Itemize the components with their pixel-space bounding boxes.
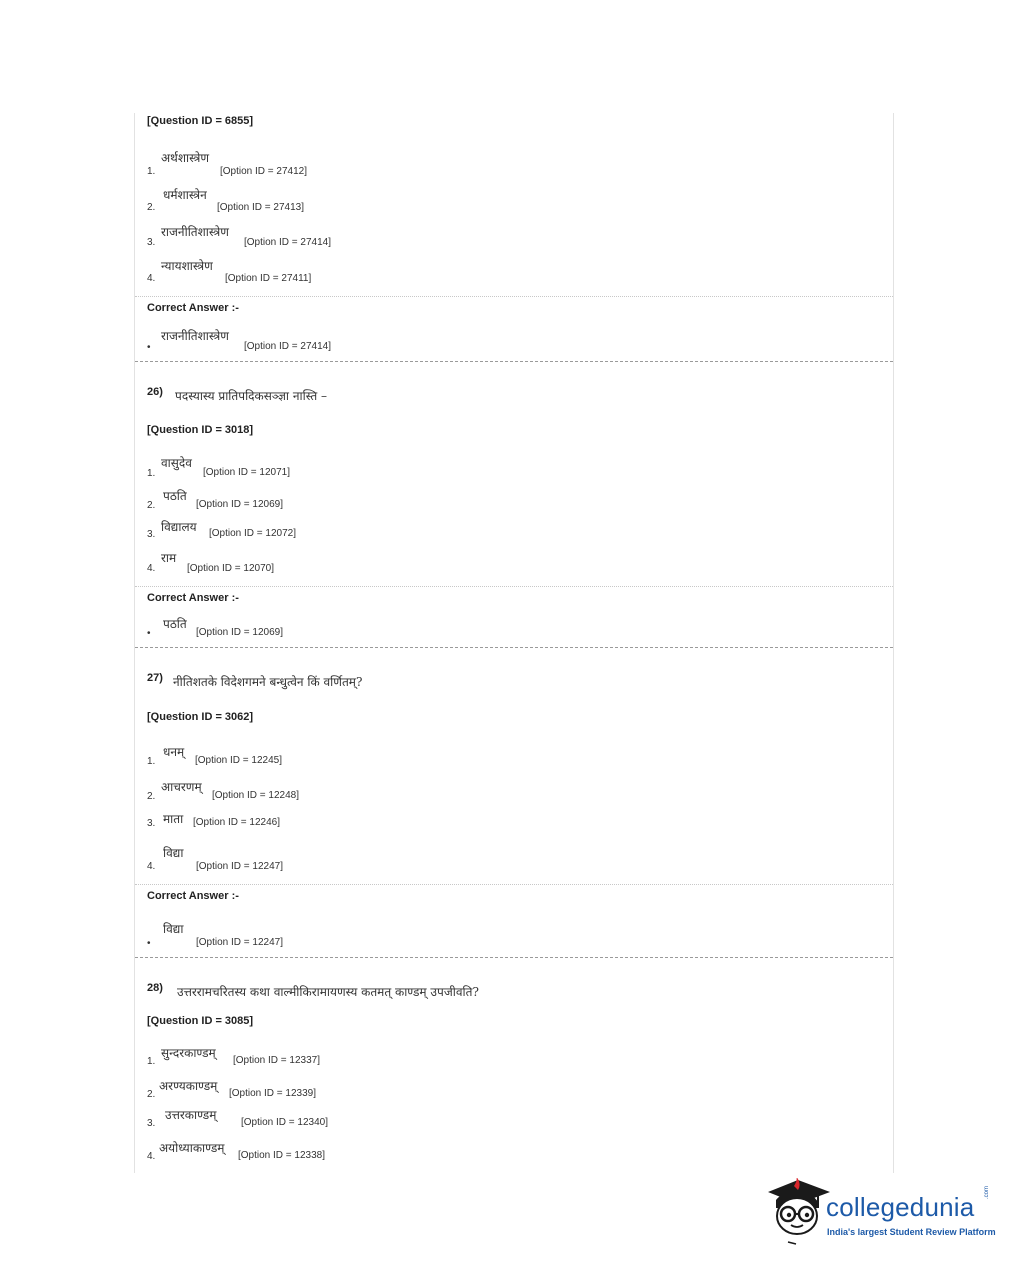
option-id: [Option ID = 12245] bbox=[195, 755, 283, 766]
option-number: 4. bbox=[147, 861, 156, 872]
question-text: नीतिशतके विदेशगमने बन्धुत्वेन किं वर्णितम्? bbox=[173, 675, 363, 689]
option-text: राजनीतिशास्त्रेण bbox=[161, 225, 229, 239]
option-id: [Option ID = 27411] bbox=[225, 273, 312, 284]
question-id: [Question ID = 3018] bbox=[147, 424, 254, 436]
option-id: [Option ID = 27414] bbox=[244, 237, 332, 248]
option-number: 4. bbox=[147, 273, 156, 284]
option-number: 2. bbox=[147, 791, 156, 802]
option-number: 4. bbox=[147, 563, 156, 574]
correct-answer-bullet: • bbox=[147, 628, 151, 639]
brand-name: collegedunia bbox=[826, 1192, 975, 1222]
option-number: 3. bbox=[147, 237, 156, 248]
option-id: [Option ID = 27412] bbox=[220, 166, 308, 177]
option-id: [Option ID = 12340] bbox=[241, 1117, 329, 1128]
correct-answer-text: राजनीतिशास्त्रेण bbox=[161, 329, 229, 343]
option-number: 3. bbox=[147, 1118, 156, 1129]
correct-answer-text: विद्या bbox=[163, 922, 184, 936]
question-id: [Question ID = 3062] bbox=[147, 711, 254, 723]
option-text: उत्तरकाण्डम् bbox=[165, 1108, 217, 1122]
correct-answer-bullet: • bbox=[147, 342, 151, 353]
question-id: [Question ID = 6855] bbox=[147, 115, 254, 127]
option-id: [Option ID = 12337] bbox=[233, 1055, 321, 1066]
option-text: पठति bbox=[163, 489, 187, 503]
correct-answer-option-id: [Option ID = 27414] bbox=[244, 341, 332, 352]
question-number: 26) bbox=[147, 386, 163, 398]
option-id: [Option ID = 12070] bbox=[187, 563, 275, 574]
option-id: [Option ID = 27413] bbox=[217, 202, 305, 213]
divider bbox=[135, 884, 893, 885]
option-number: 2. bbox=[147, 1089, 156, 1100]
option-id: [Option ID = 12338] bbox=[238, 1150, 326, 1161]
option-text: विद्या bbox=[163, 846, 184, 860]
divider bbox=[135, 296, 893, 297]
correct-answer-option-id: [Option ID = 12069] bbox=[196, 627, 284, 638]
option-number: 3. bbox=[147, 818, 156, 829]
option-text: आचरणम् bbox=[161, 780, 202, 794]
correct-answer-label: Correct Answer :- bbox=[147, 592, 239, 604]
option-number: 2. bbox=[147, 202, 156, 213]
correct-answer-label: Correct Answer :- bbox=[147, 302, 239, 314]
option-id: [Option ID = 12072] bbox=[209, 528, 297, 539]
question-divider bbox=[135, 647, 893, 648]
brand-tagline: India's largest Student Review Platform bbox=[827, 1227, 996, 1237]
correct-answer-option-id: [Option ID = 12247] bbox=[196, 937, 284, 948]
option-number: 3. bbox=[147, 529, 156, 540]
option-text: अयोध्याकाण्डम् bbox=[159, 1141, 225, 1155]
option-number: 1. bbox=[147, 468, 156, 479]
option-text: धनम् bbox=[163, 745, 185, 759]
correct-answer-text: पठति bbox=[163, 617, 187, 631]
divider bbox=[135, 586, 893, 587]
option-text: वासुदेव bbox=[161, 456, 192, 470]
option-id: [Option ID = 12071] bbox=[203, 467, 291, 478]
correct-answer-label: Correct Answer :- bbox=[147, 890, 239, 902]
option-id: [Option ID = 12246] bbox=[193, 817, 281, 828]
question-divider bbox=[135, 361, 893, 362]
question-number: 27) bbox=[147, 672, 163, 684]
option-text: अर्थशास्त्रेण bbox=[161, 151, 210, 165]
question-number: 28) bbox=[147, 982, 163, 994]
option-number: 1. bbox=[147, 756, 156, 767]
question-divider bbox=[135, 957, 893, 958]
option-text: न्यायशास्त्रेण bbox=[161, 259, 213, 273]
question-text: पदस्यास्य प्रातिपदिकसञ्ज्ञा नास्ति – bbox=[175, 389, 328, 403]
option-text: सुन्दरकाण्डम् bbox=[161, 1046, 216, 1060]
question-text: उत्तररामचरितस्य कथा वाल्मीकिरामायणस्य कतमत् काण्डम् उपजीवति? bbox=[177, 985, 479, 999]
option-number: 1. bbox=[147, 166, 156, 177]
option-text: धर्मशास्त्रेन bbox=[163, 188, 207, 202]
option-number: 1. bbox=[147, 1056, 156, 1067]
option-id: [Option ID = 12247] bbox=[196, 861, 284, 872]
option-id: [Option ID = 12339] bbox=[229, 1088, 317, 1099]
option-text: राम bbox=[161, 551, 177, 565]
option-id: [Option ID = 12248] bbox=[212, 790, 300, 801]
question-paper-page bbox=[134, 113, 894, 1173]
question-id: [Question ID = 3085] bbox=[147, 1015, 254, 1027]
option-text: माता bbox=[163, 812, 184, 826]
option-number: 2. bbox=[147, 500, 156, 511]
option-number: 4. bbox=[147, 1151, 156, 1162]
correct-answer-bullet: • bbox=[147, 938, 151, 949]
option-id: [Option ID = 12069] bbox=[196, 499, 284, 510]
brand-domain-suffix: .com bbox=[984, 1185, 990, 1199]
option-text: अरण्यकाण्डम् bbox=[159, 1079, 218, 1093]
option-text: विद्यालय bbox=[161, 520, 197, 534]
